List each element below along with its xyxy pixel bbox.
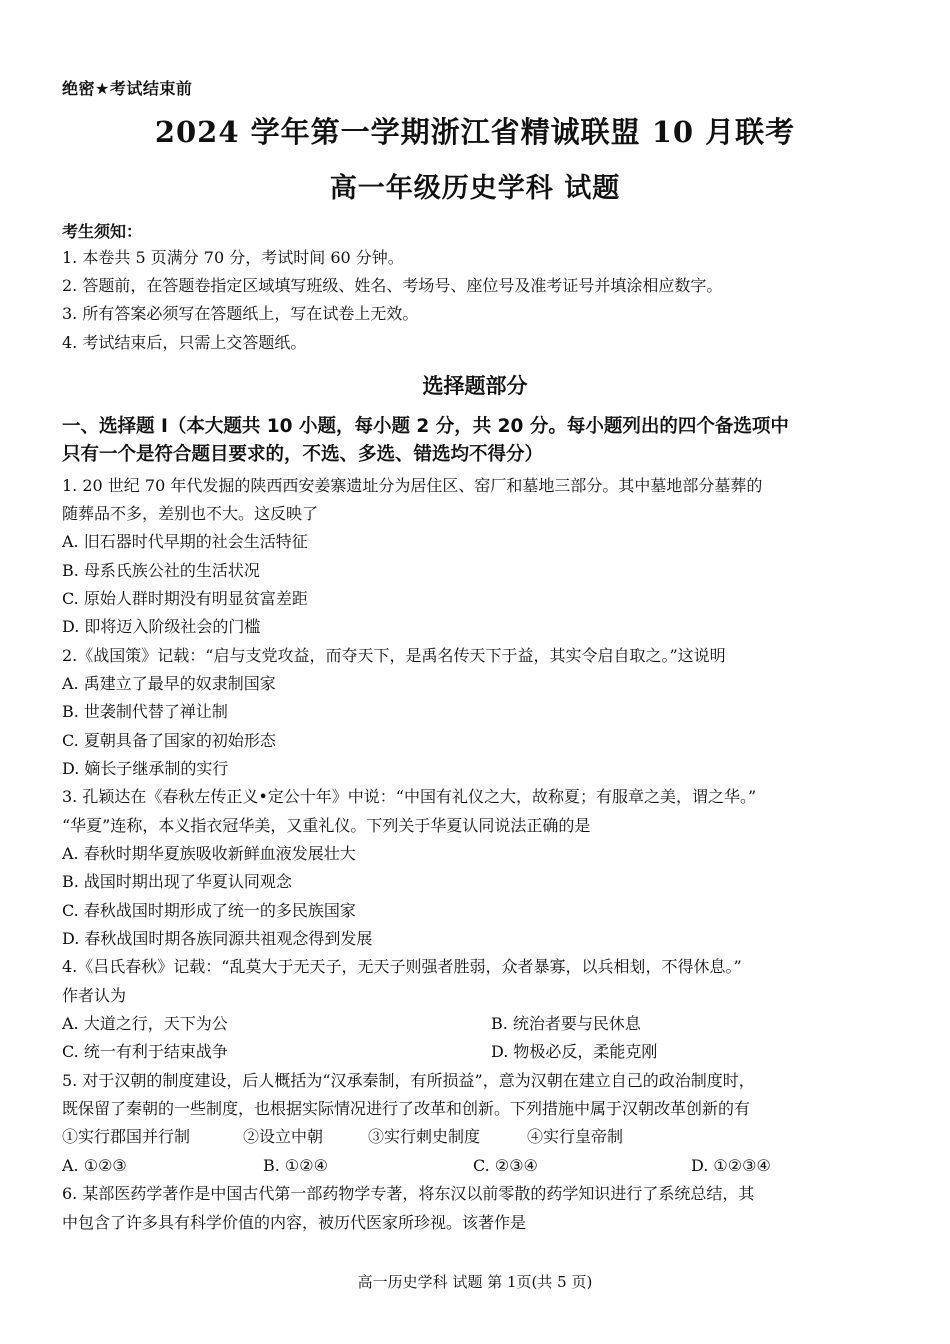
question-3-option-d: D. 春秋战国时期各族同源共祖观念得到发展 [62, 929, 373, 948]
question-4-option-b: B. 统治者要与民休息 [491, 1014, 641, 1033]
question-4-option-c: C. 统一有利于结束战争 [62, 1042, 228, 1061]
notice-heading: 考生须知： [62, 222, 143, 241]
question-1-stem: 随葬品不多，差别也不大。这反映了 [62, 504, 319, 523]
notice-item: 2. 答题前，在答题卷指定区域填写班级、姓名、考场号、座位号及准考证号并填涂相应数字。 [62, 276, 723, 295]
page-footer: 高一历史学科 试题 第 1页(共 5 页) [357, 1273, 593, 1291]
question-2-option-a: A. 禹建立了最早的奴隶制国家 [62, 674, 276, 693]
question-5-option-d: D. ①②③④ [691, 1156, 771, 1175]
question-5-item-4: ④实行皇帝制 [527, 1127, 624, 1146]
question-3-stem: “华夏”连称，本义指衣冠华美，又重礼仪。下列关于华夏认同说法正确的是 [62, 816, 591, 835]
question-2-option-d: D. 嫡长子继承制的实行 [62, 759, 229, 778]
notice-item: 4. 考试结束后，只需上交答题纸。 [62, 333, 307, 352]
notice-item: 3. 所有答案必须写在答题纸上，写在试卷上无效。 [62, 304, 419, 323]
question-4-stem: 作者认为 [62, 986, 127, 1005]
question-3-option-b: B. 战国时期出现了华夏认同观念 [62, 872, 292, 891]
question-1-option-a: A. 旧石器时代早期的社会生活特征 [62, 532, 308, 551]
question-4-option-a: A. 大道之行，天下为公 [62, 1014, 228, 1033]
question-5-item-2: ②设立中朝 [243, 1127, 324, 1146]
question-5-option-b: B. ①②④ [263, 1156, 328, 1175]
question-1-option-b: B. 母系氏族公社的生活状况 [62, 561, 260, 580]
part-one-instructions: 一、选择题 I（本大题共 10 小题，每小题 2 分，共 20 分。每小题列出的四个备选项中 [62, 416, 789, 437]
question-5-option-c: C. ②③④ [473, 1156, 538, 1175]
question-2-stem: 2.《战国策》记载：“启与支党攻益，而夺天下，是禹名传天下于益，其实令启自取之。”这说明 [62, 646, 726, 665]
question-3-stem: 3. 孔颖达在《春秋左传正义•定公十年》中说：“中国有礼仪之大，故称夏；有服章之美，谓之华。” [62, 787, 757, 806]
exam-subtitle: 高一年级历史学科 试题 [329, 173, 621, 204]
question-5-stem: 5. 对于汉朝的制度建设，后人概括为“汉承秦制，有所损益”，意为汉朝在建立自己的政治制度时， [62, 1071, 755, 1090]
question-2-option-c: C. 夏朝具备了国家的初始形态 [62, 731, 276, 750]
question-5-item-3: ③实行刺史制度 [368, 1127, 481, 1146]
section-title: 选择题部分 [422, 373, 528, 398]
question-1-stem: 1. 20 世纪 70 年代发掘的陕西西安姜寨遗址分为居住区、窑厂和墓地三部分。其中墓地部分墓葬的 [62, 476, 763, 495]
question-5-option-a: A. ①②③ [62, 1156, 127, 1175]
question-5-stem: 既保留了秦朝的一些制度，也根据实际情况进行了改革和创新。下列措施中属于汉朝改革创新的有 [62, 1099, 751, 1118]
exam-title: 2024 学年第一学期浙江省精诚联盟 10 月联考 [154, 115, 796, 149]
part-one-instructions: 只有一个是符合题目要求的，不选、多选、错选均不得分） [62, 444, 544, 465]
question-6-stem: 6. 某部医药学著作是中国古代第一部药物学专著，将东汉以前零散的药学知识进行了系统总结，其 [62, 1184, 755, 1203]
question-3-option-a: A. 春秋时期华夏族吸收新鲜血液发展壮大 [62, 844, 356, 863]
question-5-item-1: ①实行郡国并行制 [62, 1127, 191, 1146]
notice-item: 1. 本卷共 5 页满分 70 分，考试时间 60 分钟。 [62, 248, 404, 267]
question-1-option-c: C. 原始人群时期没有明显贫富差距 [62, 589, 308, 608]
question-3-option-c: C. 春秋战国时期形成了统一的多民族国家 [62, 901, 356, 920]
question-4-option-d: D. 物极必反，柔能克刚 [491, 1042, 658, 1061]
confidential-label: 绝密★考试结束前 [62, 79, 193, 98]
question-2-option-b: B. 世袭制代替了禅让制 [62, 702, 228, 721]
question-6-stem: 中包含了许多具有科学价值的内容，被历代医家所珍视。该著作是 [62, 1213, 527, 1232]
question-4-stem: 4.《吕氏春秋》记载：“乱莫大于无天子，无天子则强者胜弱，众者暴寡，以兵相刬，不得休息。” [62, 957, 742, 976]
question-1-option-d: D. 即将迈入阶级社会的门槛 [62, 617, 261, 636]
